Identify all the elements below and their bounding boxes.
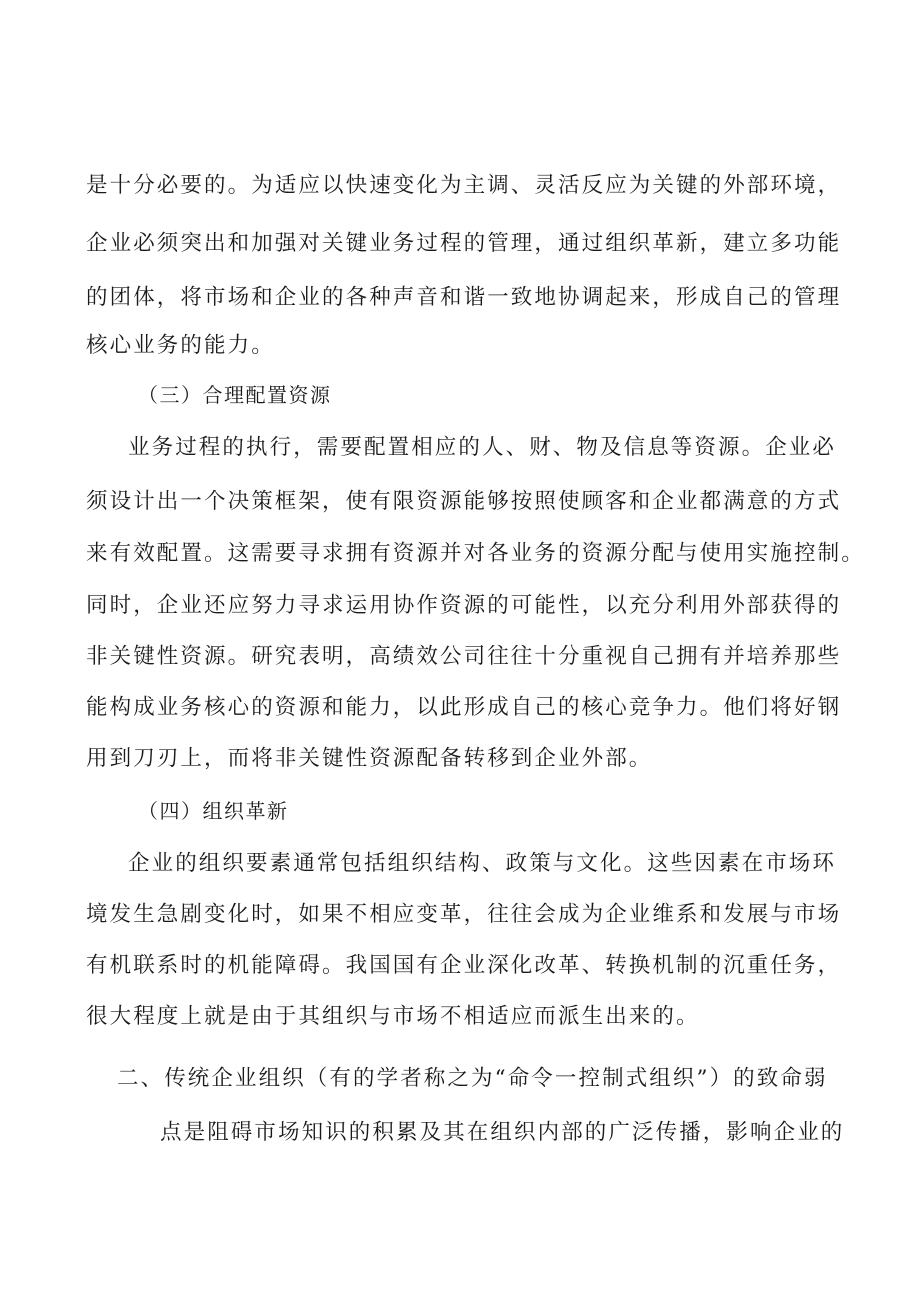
paragraph-line: 企业的组织要素通常包括组织结构、政策与文化。这些因素在市场环	[128, 851, 837, 876]
paragraph-line: 核心业务的能力。	[86, 333, 275, 358]
paragraph-line: 非关键性资源。研究表明，高绩效公司往往十分重视自己拥有并培养那些	[86, 644, 842, 669]
section-heading-line: 点是阻碍市场知识的积累及其在组织内部的广泛传播，影响企业的	[160, 1120, 845, 1145]
paragraph-line: 须设计出一个决策框架，使有限资源能够按照使顾客和企业都满意的方式	[86, 489, 842, 514]
paragraph-line: 很大程度上就是由于其组织与市场不相适应而派生出来的。	[86, 1004, 700, 1029]
paragraph-line: 有机联系时的机能障碍。我国国有企业深化改革、转换机制的沉重任务，	[86, 953, 842, 978]
paragraph-line: 是十分必要的。为适应以快速变化为主调、灵活反应为关键的外部环境，	[86, 173, 842, 198]
section-heading: （三）合理配置资源	[138, 383, 332, 407]
paragraph-line: 同时，企业还应努力寻求运用协作资源的可能性，以充分利用外部获得的	[86, 593, 842, 618]
paragraph-line: 能构成业务核心的资源和能力，以此形成自己的核心竞争力。他们将好钢	[86, 695, 842, 720]
paragraph-line: 的团体，将市场和企业的各种声音和谐一致地协调起来，形成自己的管理	[86, 285, 842, 310]
paragraph-line: 来有效配置。这需要寻求拥有资源并对各业务的资源分配与使用实施控制。	[86, 541, 865, 566]
paragraph-line: 境发生急剧变化时，如果不相应变革，往往会成为企业维系和发展与市场	[86, 902, 842, 927]
section-heading-line: 二、传统企业组织（有的学者称之为“命令一控制式组织”）的致命弱	[117, 1066, 828, 1091]
paragraph-line: 用到刀刃上，而将非关键性资源配备转移到企业外部。	[86, 746, 653, 771]
section-heading: （四）组织革新	[138, 799, 289, 823]
paragraph-line: 企业必须突出和加强对关键业务过程的管理，通过组织革新，建立多功能	[86, 231, 842, 256]
paragraph-line: 业务过程的执行，需要配置相应的人、财、物及信息等资源。企业必	[128, 435, 837, 460]
